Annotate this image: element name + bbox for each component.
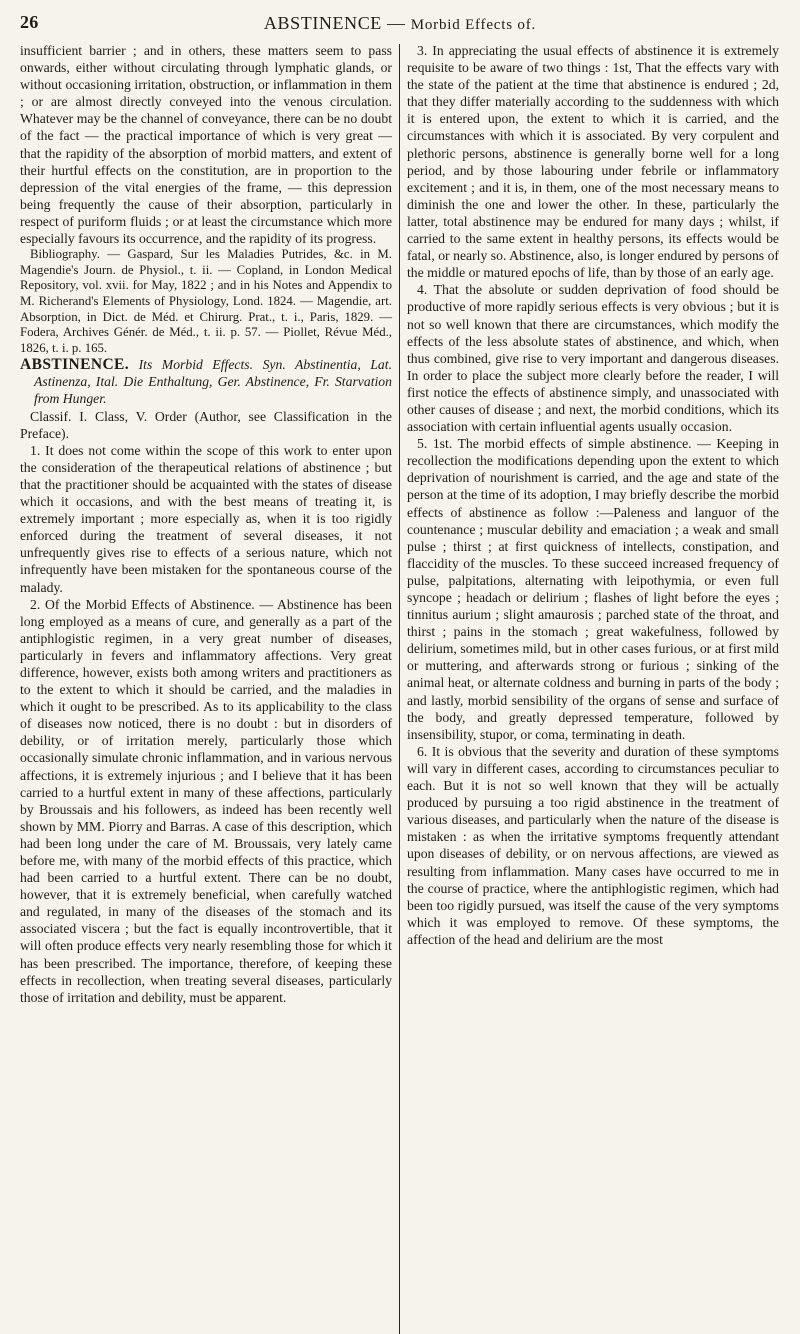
section-3: 3. In appreciating the usual effects of abstinence it is extremely requisite to be aware of two things : 1st, That the effects vary with the state of the patient at the time that abstinence is endured ; 2d, that they differ materially according to the suddenness with which it is entered upon, the extent to which it is carried, and the circumstances with which it is associated. By very corpulent and plethoric persons, abstinence is generally borne well for a long period, and by those labouring under febrile or inflammatory excitement ; and it is, in them, one of the most necessary means to diminish the one and lower the other. In these, particularly the latter, total abstinence may be endured for many days ; whilst, if carried to the same extent in healthy persons, its effects would be fatal, or nearly so. Abstinence, also, is longer endured by persons of the middle or matured epochs of life, than by those of an early age. bbox=[407, 43, 779, 281]
paragraph-continuation: insufficient barrier ; and in others, these matters seem to pass onwards, either without circulating through lymphatic glands, or without occasioning irritation, obstruction, or inflammation in them ; or are almost directly conveyed into the venous circulation. Whatever may be the channel of conveyance, there can be no doubt of the fact — the practical importance of which is very great — that the rapidity of the absorption of morbid matters, and extent of their hurtful effects on the constitution, are in proportion to the depression of the vital energies of the frame, — this depression being frequently the cause of their absorption, particularly in respect of puriform fluids ; or at least the circumstance which more especially favours its occurrence, and the rapidity of its progress. bbox=[20, 43, 392, 247]
page bbox=[20, 12, 780, 1312]
page-number: 26 bbox=[20, 12, 39, 32]
left-column bbox=[20, 42, 392, 1312]
entry-heading bbox=[20, 356, 392, 407]
running-head bbox=[20, 13, 780, 34]
classification-note: Classif. I. Class, V. Order (Author, see Classification in the Preface). bbox=[20, 408, 392, 441]
section-6: 6. It is obvious that the severity and duration of these symptoms will vary in different cases, according to circumstances peculiar to each. But it is not so well known that they will be actually produced by pursuing a too rigid abstinence in the treatment of various diseases, and particularly when the nature of the disease is mistaken : as when the irritative symptoms frequently attendant upon diseases of debility, or on nervous affections, are viewed as resulting from inflammation. Many cases have occurred to me in the course of practice, where the antiphlogistic regimen, which had been too rigidly pursued, was itself the cause of the very symptoms which it was employed to remove. Of these symptoms, the affection of the head and delirium are the most bbox=[407, 743, 779, 947]
bibliography: Bibliography. — Gaspard, Sur les Maladies Putrides, &c. in M. Magendie's Journ. de Physiol., t. ii. — Copland, in London Medical Repository, vol. xvii. for May, 1822 ; and in his Notes and Appendix to M. Richerand's Elements of Physiology, Lond. 1824. — Magendie, art. Absorption, in Dict. de Méd. et Chirurg. Prat., t. i., Paris, 1829. — Fodera, Archives Génér. de Méd., t. ii. p. 57. — Piollet, Révue Méd., 1826, t. i. p. 165. bbox=[20, 247, 392, 355]
section-1: 1. It does not come within the scope of this work to enter upon the consideration of the therapeutical relations of abstinence ; but that the practitioner should be acquainted with the states of disease which it occasions, and with the best means of treating it, is extremely important ; more especially as, when it is too rigidly enforced during the treatment of several diseases, it not unfrequently gives rise to effects of a serious nature, which not infrequently have been mistaken for the spontaneous course of the malady. bbox=[20, 442, 392, 595]
entry-synonyms: Its Morbid Effects. Syn. Abstinentia, Lat. Astinenza, Ital. Die Enthaltung, Ger. Abstinence, Fr. Starvation from Hunger. bbox=[34, 357, 393, 407]
entry-headword: ABSTINENCE. bbox=[20, 356, 130, 374]
section-4: 4. That the absolute or sudden deprivation of food should be productive of more rapidly serious effects is very obvious ; but it is not so well known that there are circumstances, which modify the effects of the less absolute states of abstinence, and which, when thus combined, give rise to very important and dangerous diseases. In order to place the subject more clearly before the reader, I will first notice the effects of abstinence simply, and unassociated with other causes of disease ; and next, the morbid conditions, which its association with certain influential agents usually occasion. bbox=[407, 282, 779, 435]
text-columns bbox=[20, 42, 780, 1312]
running-head-main: ABSTINENCE bbox=[263, 13, 382, 33]
column-divider bbox=[399, 44, 400, 1334]
right-column bbox=[407, 42, 779, 1312]
running-head-sub: Morbid Effects of. bbox=[410, 17, 537, 33]
running-header bbox=[20, 12, 780, 34]
section-2: 2. Of the Morbid Effects of Abstinence. — Abstinence has been long employed as a means of cure, and generally as a part of the antiphlogistic regimen, in a very great number of diseases, particularly in fevers and inflammatory affections. Very great difference, however, exists both among writers and practitioners as to the extent to which it should be carried, and the maladies in which it ought to be prescribed. As to its applicability to the class of diseases now noticed, there is no doubt : but in disorders of debility, or of irritation merely, particularly those which occasionally simulate chronic inflammation, and in various nervous affections, it is extremely injurious ; and I believe that it has been carried to a hurtful extent in many of these affections, particularly by Broussais and his followers, as indeed has been recently well shown by MM. Piorry and Barras. A case of this description, which had been long under the care of M. Broussais, very lately came before me, with many of the morbid effects of this practice, which had been carried to a hurtful extent. There can be no doubt, however, that it is extremely beneficial, when carefully watched and regulated, in many of the diseases of the stomach and its associated viscera ; but the fact is equally incontrovertible, that it will often produce effects very nearly resembling those for which it has been prescribed. The importance, therefore, of keeping these effects in recollection, when treating several diseases, particularly those of irritation and debility, must be apparent. bbox=[20, 596, 392, 1005]
section-5: 5. 1st. The morbid effects of simple abstinence. — Keeping in recollection the modifications depending upon the extent to which deprivation of nourishment is carried, and the age and state of the person at the time of its adoption, I may briefly describe the morbid effects of abstinence as follow :—Paleness and languor of the countenance ; muscular debility and emaciation ; a weak and small pulse ; thirst ; at first quickness of intellects, constipation, and flaccidity of the muscles. To these succeed increased frequency of pulse, palpitations, alternating with leipothymia, or even full syncope ; headach or delirium ; flashes of light before the eyes ; tinnitus aurium ; slight amaurosis ; parched state of the throat, and thirst ; pains in the stomach ; great wakefulness, followed by delirium, sometimes mild, but in other cases furious, or at first mild or muttering, and afterwards strong or furious ; sinking of the animal heat, or alternate coldness and burning in parts of the body ; and lastly, morbid sensibility of the organs of sense and surface of the body, and greatly depressed temperature, followed by insensibility, stupor, or coma, terminating in death. bbox=[407, 436, 779, 742]
running-head-separator: — bbox=[381, 13, 411, 33]
